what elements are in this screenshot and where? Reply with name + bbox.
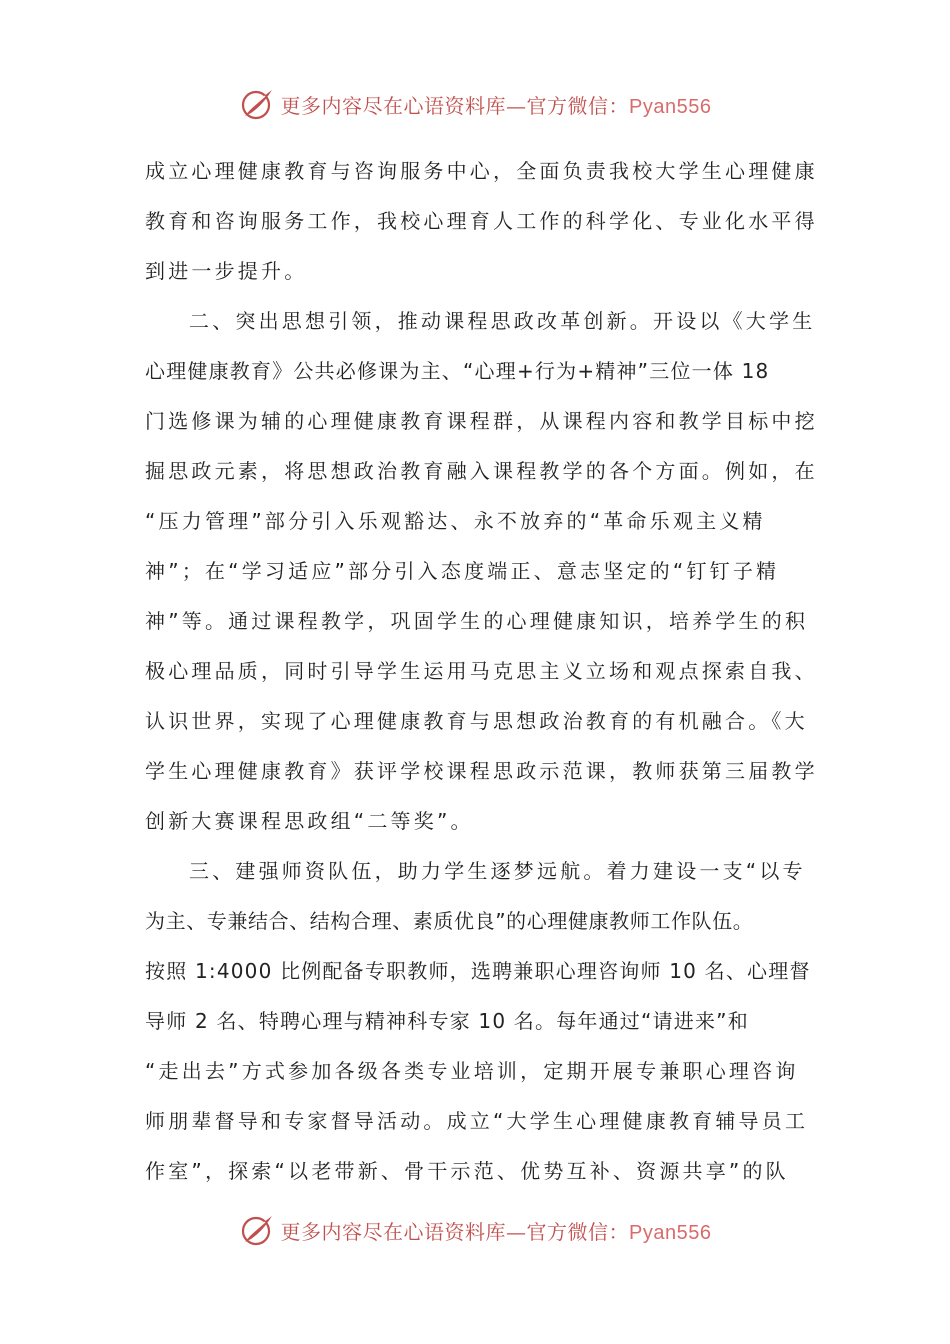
body-line: 按照 1:4000 比例配备专职教师，选聘兼职心理咨询师 10 名、心理督 bbox=[145, 959, 811, 983]
body-line: 学生心理健康教育》获评学校课程思政示范课，教师获第三届教学 bbox=[145, 759, 818, 783]
body-line: “压力管理”部分引入乐观豁达、永不放弃的“革命乐观主义精 bbox=[145, 509, 766, 533]
header-wechat-id: Pyan556 bbox=[629, 95, 712, 118]
body-line: “走出去”方式参加各级各类专业培训，定期开展专兼职心理咨询 bbox=[145, 1059, 799, 1083]
footer-brand-text: 更多内容尽在心语资料库 bbox=[280, 1219, 507, 1244]
body-line: 作室”，探索“以老带新、骨干示范、优势互补、资源共享”的队 bbox=[145, 1159, 789, 1183]
body-line: 掘思政元素，将思想政治教育融入课程教学的各个方面。例如，在 bbox=[145, 459, 818, 483]
quill-logo-icon bbox=[239, 1212, 275, 1248]
body-line: 神”等。通过课程教学，巩固学生的心理健康知识，培养学生的积 bbox=[145, 609, 809, 633]
body-line: 认识世界，实现了心理健康教育与思想政治教育的有机融合。《大 bbox=[145, 709, 808, 733]
document-body bbox=[145, 146, 818, 1196]
header-wechat-label: 官方微信： bbox=[526, 93, 630, 118]
body-line: 三、建强师资队伍，助力学生逐梦远航。着力建设一支“以专 bbox=[189, 859, 806, 883]
body-line: 极心理品质，同时引导学生运用马克思主义立场和观点探索自我、 bbox=[145, 659, 818, 683]
header-watermark-text bbox=[281, 90, 712, 119]
header-watermark bbox=[0, 82, 950, 126]
body-line: 导师 2 名、特聘心理与精神科专家 10 名。每年通过“请进来”和 bbox=[145, 1009, 749, 1033]
body-line: 心理健康教育》公共必修课为主、“心理+行为+精神”三位一体 18 bbox=[145, 359, 770, 383]
footer-dash: — bbox=[506, 1219, 527, 1244]
body-line: 门选修课为辅的心理健康教育课程群，从课程内容和教学目标中挖 bbox=[145, 409, 818, 433]
quill-logo-icon bbox=[239, 86, 275, 122]
footer-wechat-label: 官方微信： bbox=[526, 1219, 630, 1244]
footer-wechat-id: Pyan556 bbox=[629, 1221, 712, 1244]
header-brand-text: 更多内容尽在心语资料库 bbox=[280, 93, 507, 118]
body-line: 到进一步提升。 bbox=[145, 259, 308, 283]
footer-watermark bbox=[0, 1208, 950, 1252]
body-line: 二、突出思想引领，推动课程思政改革创新。开设以《大学生 bbox=[189, 309, 816, 333]
body-line: 教育和咨询服务工作，我校心理育人工作的科学化、专业化水平得 bbox=[145, 209, 818, 233]
body-line: 创新大赛课程思政组“二等奖”。 bbox=[145, 809, 474, 833]
body-line: 成立心理健康教育与咨询服务中心，全面负责我校大学生心理健康 bbox=[145, 159, 818, 183]
body-line: 师朋辈督导和专家督导活动。成立“大学生心理健康教育辅导员工 bbox=[145, 1109, 809, 1133]
body-line: 为主、专兼结合、结构合理、素质优良”的心理健康教师工作队伍。 bbox=[145, 909, 754, 933]
body-line: 神”；在“学习适应”部分引入态度端正、意志坚定的“钉钉子精 bbox=[145, 559, 780, 583]
header-dash: — bbox=[506, 93, 527, 118]
footer-watermark-text bbox=[281, 1216, 712, 1245]
